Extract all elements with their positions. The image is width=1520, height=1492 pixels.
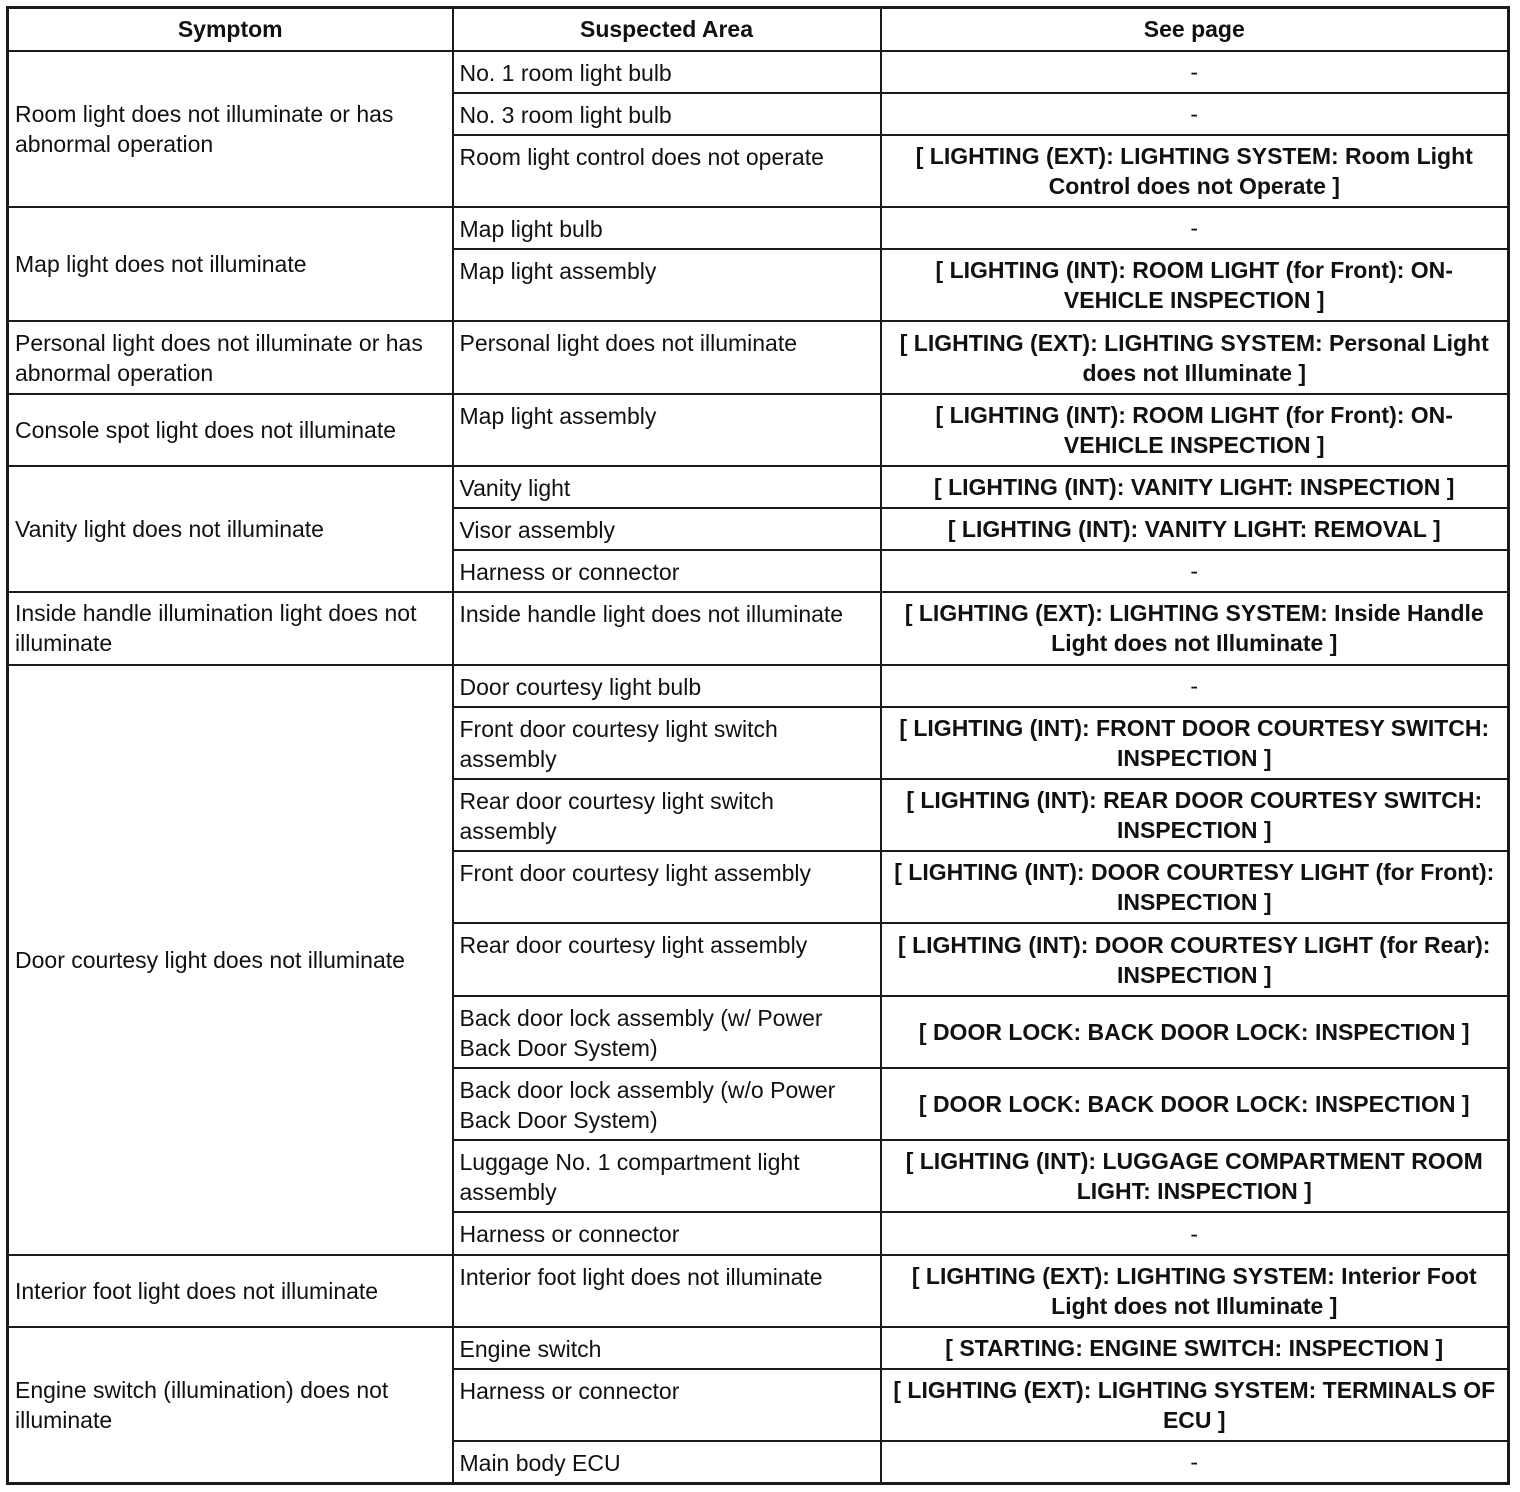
symptom-cell: Engine switch (illumination) does not illuminate — [8, 1327, 453, 1484]
header-suspected-area: Suspected Area — [453, 8, 881, 51]
suspected-area-cell: Harness or connector — [453, 550, 881, 592]
see-page-cell: [ LIGHTING (INT): VANITY LIGHT: REMOVAL ] — [881, 508, 1509, 550]
table-row — [8, 665, 1509, 707]
symptom-cell: Vanity light does not illuminate — [8, 466, 453, 592]
suspected-area-cell: Main body ECU — [453, 1441, 881, 1483]
suspected-area-cell: Front door courtesy light assembly — [453, 851, 881, 923]
see-page-cell: [ LIGHTING (EXT): LIGHTING SYSTEM: TERMINALS OF ECU ] — [881, 1369, 1509, 1441]
see-page-cell: [ LIGHTING (INT): REAR DOOR COURTESY SWITCH: INSPECTION ] — [881, 779, 1509, 851]
suspected-area-cell: Rear door courtesy light assembly — [453, 923, 881, 995]
suspected-area-cell: Harness or connector — [453, 1212, 881, 1254]
suspected-area-cell: Room light control does not operate — [453, 135, 881, 207]
symptom-cell: Personal light does not illuminate or has abnormal operation — [8, 321, 453, 393]
table-row — [8, 1327, 1509, 1369]
suspected-area-cell: Rear door courtesy light switch assembly — [453, 779, 881, 851]
table-row — [8, 592, 1509, 664]
suspected-area-cell: Harness or connector — [453, 1369, 881, 1441]
symptom-cell: Door courtesy light does not illuminate — [8, 665, 453, 1255]
suspected-area-cell: Door courtesy light bulb — [453, 665, 881, 707]
see-page-cell: - — [881, 1212, 1509, 1254]
symptom-cell: Inside handle illumination light does not illuminate — [8, 592, 453, 664]
see-page-cell: [ LIGHTING (INT): DOOR COURTESY LIGHT (for Rear): INSPECTION ] — [881, 923, 1509, 995]
symptom-cell: Interior foot light does not illuminate — [8, 1255, 453, 1327]
see-page-cell: [ LIGHTING (EXT): LIGHTING SYSTEM: Inside Handle Light does not Illuminate ] — [881, 592, 1509, 664]
see-page-cell: [ LIGHTING (INT): FRONT DOOR COURTESY SWITCH: INSPECTION ] — [881, 707, 1509, 779]
table-row — [8, 51, 1509, 93]
suspected-area-cell: Engine switch — [453, 1327, 881, 1369]
see-page-cell: - — [881, 93, 1509, 135]
suspected-area-cell: Vanity light — [453, 466, 881, 508]
suspected-area-cell: Back door lock assembly (w/ Power Back Door System) — [453, 996, 881, 1068]
suspected-area-cell: Front door courtesy light switch assembly — [453, 707, 881, 779]
symptom-cell: Map light does not illuminate — [8, 207, 453, 321]
see-page-cell: - — [881, 207, 1509, 249]
symptom-cell: Console spot light does not illuminate — [8, 394, 453, 466]
header-symptom: Symptom — [8, 8, 453, 51]
table-row — [8, 207, 1509, 249]
see-page-cell: [ LIGHTING (INT): LUGGAGE COMPARTMENT ROOM LIGHT: INSPECTION ] — [881, 1140, 1509, 1212]
symptom-cell: Room light does not illuminate or has abnormal operation — [8, 51, 453, 208]
suspected-area-cell: Map light assembly — [453, 394, 881, 466]
suspected-area-cell: Inside handle light does not illuminate — [453, 592, 881, 664]
suspected-area-cell: Map light assembly — [453, 249, 881, 321]
suspected-area-cell: No. 3 room light bulb — [453, 93, 881, 135]
suspected-area-cell: No. 1 room light bulb — [453, 51, 881, 93]
table-row — [8, 466, 1509, 508]
table-row — [8, 394, 1509, 466]
see-page-cell: [ LIGHTING (EXT): LIGHTING SYSTEM: Room Light Control does not Operate ] — [881, 135, 1509, 207]
table-row — [8, 1255, 1509, 1327]
suspected-area-cell: Personal light does not illuminate — [453, 321, 881, 393]
see-page-cell: [ LIGHTING (INT): VANITY LIGHT: INSPECTION ] — [881, 466, 1509, 508]
see-page-cell: - — [881, 665, 1509, 707]
see-page-cell: - — [881, 51, 1509, 93]
suspected-area-cell: Visor assembly — [453, 508, 881, 550]
suspected-area-cell: Back door lock assembly (w/o Power Back Door System) — [453, 1068, 881, 1140]
header-see-page: See page — [881, 8, 1509, 51]
table-row — [8, 321, 1509, 393]
see-page-cell: [ LIGHTING (INT): DOOR COURTESY LIGHT (for Front): INSPECTION ] — [881, 851, 1509, 923]
see-page-cell: [ LIGHTING (EXT): LIGHTING SYSTEM: Personal Light does not Illuminate ] — [881, 321, 1509, 393]
suspected-area-cell: Interior foot light does not illuminate — [453, 1255, 881, 1327]
see-page-cell: - — [881, 1441, 1509, 1483]
see-page-cell: [ LIGHTING (EXT): LIGHTING SYSTEM: Interior Foot Light does not Illuminate ] — [881, 1255, 1509, 1327]
see-page-cell: [ STARTING: ENGINE SWITCH: INSPECTION ] — [881, 1327, 1509, 1369]
see-page-cell: [ LIGHTING (INT): ROOM LIGHT (for Front): ON-VEHICLE INSPECTION ] — [881, 394, 1509, 466]
suspected-area-cell: Map light bulb — [453, 207, 881, 249]
see-page-cell: [ LIGHTING (INT): ROOM LIGHT (for Front): ON-VEHICLE INSPECTION ] — [881, 249, 1509, 321]
see-page-cell: - — [881, 550, 1509, 592]
header-row — [8, 8, 1509, 51]
suspected-area-cell: Luggage No. 1 compartment light assembly — [453, 1140, 881, 1212]
see-page-cell: [ DOOR LOCK: BACK DOOR LOCK: INSPECTION ] — [881, 996, 1509, 1068]
symptom-table — [6, 6, 1510, 1485]
see-page-cell: [ DOOR LOCK: BACK DOOR LOCK: INSPECTION ] — [881, 1068, 1509, 1140]
